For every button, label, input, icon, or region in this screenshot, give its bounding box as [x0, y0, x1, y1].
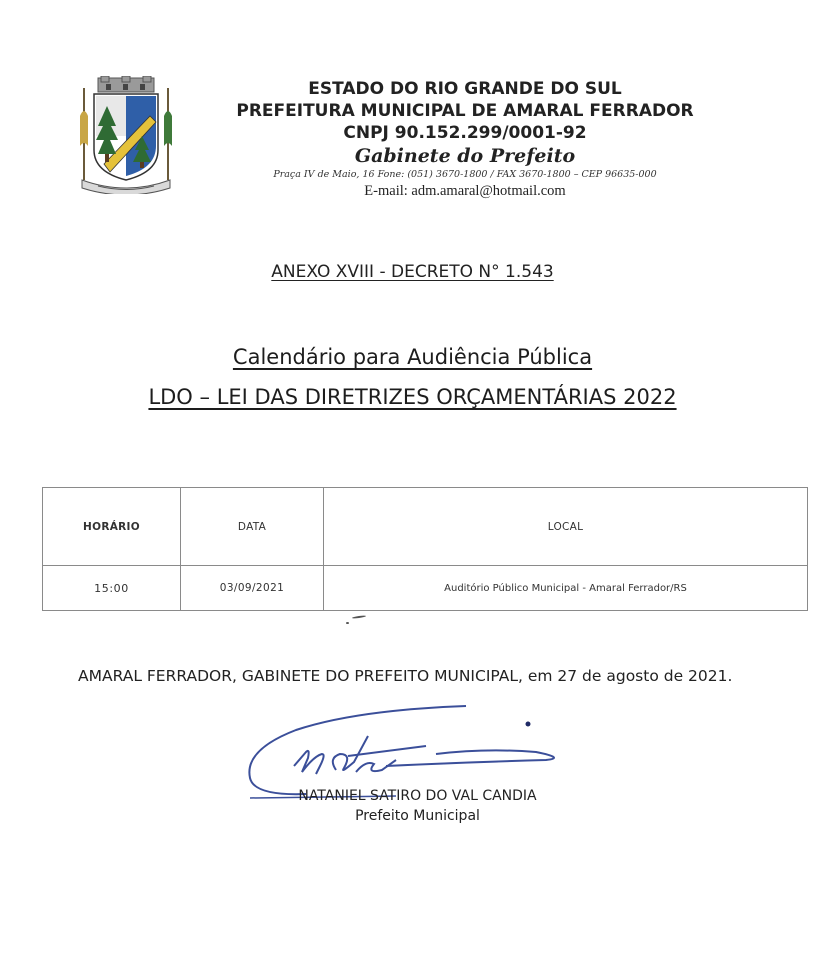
document-subtitle — [0, 385, 825, 409]
closing-statement: AMARAL FERRADOR, GABINETE DO PREFEITO MUNICIPAL, em 27 de agosto de 2021. — [78, 667, 733, 685]
signatory-name: NATANIEL SATIRO DO VAL CANDIA — [298, 788, 537, 804]
header-horario: HORÁRIO — [83, 520, 140, 533]
title-line-1: Calendário para Audiência Pública — [232, 345, 593, 369]
office-name: Gabinete do Prefeito — [354, 145, 576, 167]
cell-horario: 15:00 — [94, 581, 129, 595]
header-data: DATA — [237, 520, 267, 533]
header-local: LOCAL — [547, 520, 584, 533]
letterhead — [200, 78, 730, 200]
cnpj: CNPJ 90.152.299/0001-92 — [343, 123, 587, 143]
email-line: E-mail: adm.amaral@hotmail.com — [364, 183, 566, 199]
cell-data: 03/09/2021 — [219, 582, 285, 594]
municipal-coat-of-arms — [76, 76, 176, 194]
scan-mark — [352, 615, 366, 619]
title-line-2: LDO – LEI DAS DIRETRIZES ORÇAMENTÁRIAS 2022 — [148, 385, 677, 409]
signatory-role: Prefeito Municipal — [355, 808, 480, 824]
scan-mark — [346, 622, 349, 624]
prefecture-name: PREFEITURA MUNICIPAL DE AMARAL FERRADOR — [236, 101, 694, 121]
cell-local: Auditório Público Municipal - Amaral Ferrador/RS — [444, 582, 687, 594]
document-title — [0, 345, 825, 369]
signatory-block — [0, 786, 825, 826]
state-name: ESTADO DO RIO GRANDE DO SUL — [308, 79, 622, 99]
annex-heading — [0, 262, 825, 282]
schedule-table — [42, 487, 808, 611]
annex-text: ANEXO XVIII - DECRETO N° 1.543 — [271, 262, 554, 282]
address-line: Praça IV de Maio, 16 Fone: (051) 3670-1800 / FAX 3670-1800 – CEP 96635-000 — [273, 169, 657, 180]
